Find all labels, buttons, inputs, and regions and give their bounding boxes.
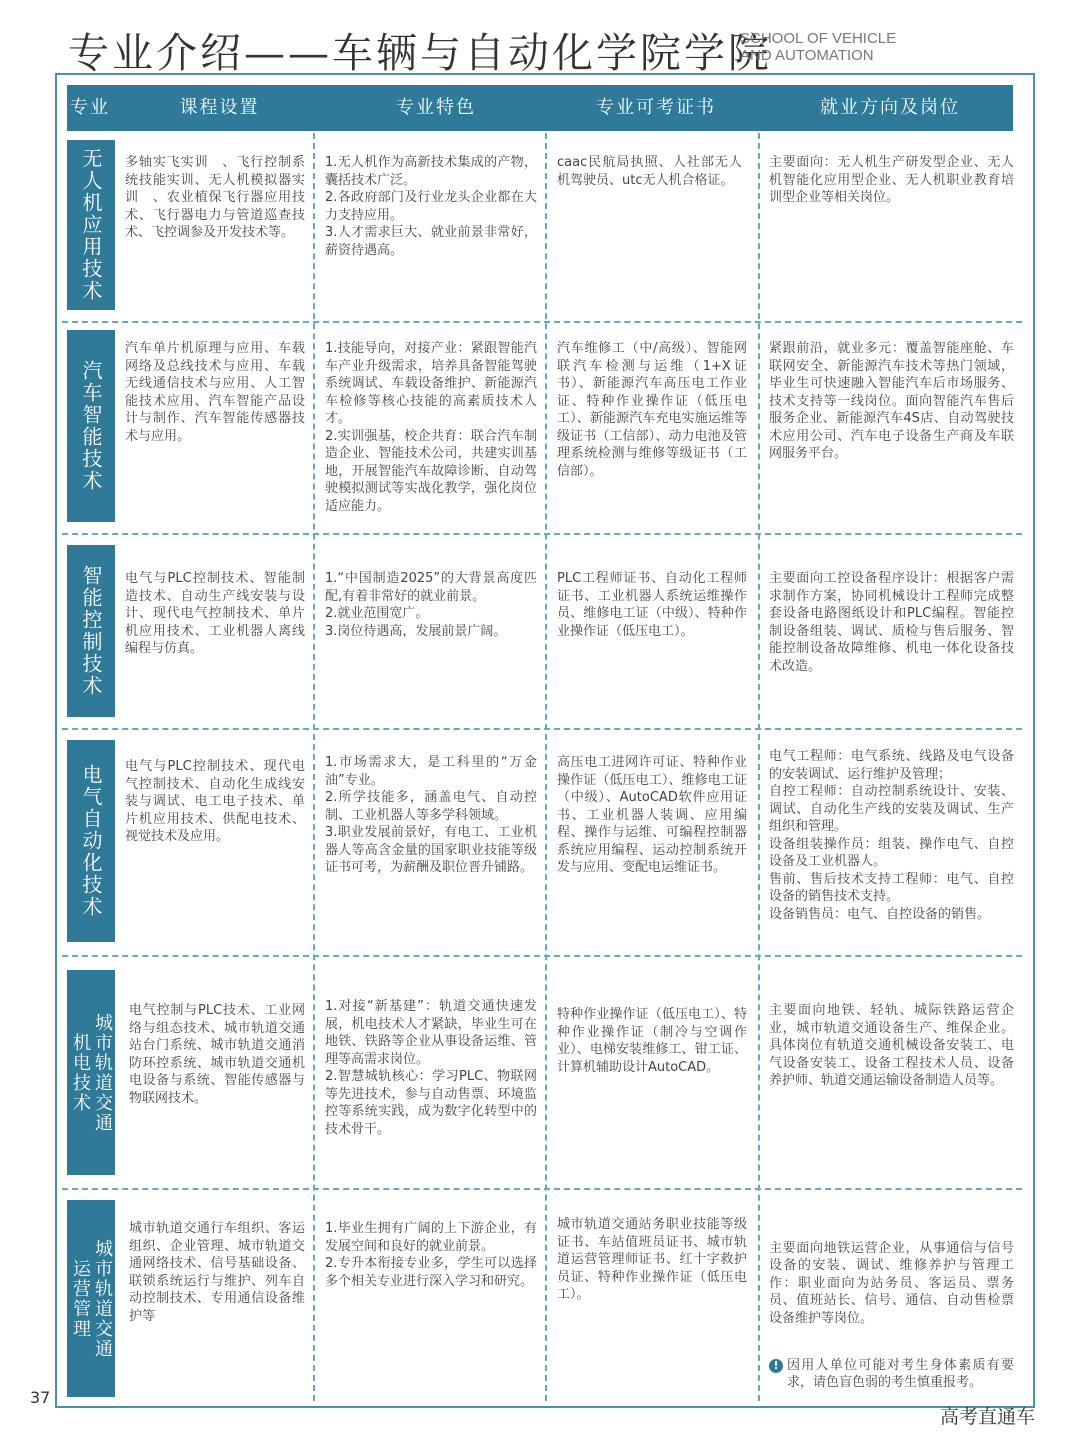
row-divider <box>62 321 1022 323</box>
column-header-features: 专业特色 <box>396 97 476 118</box>
notice-text: 因用人单位可能对考生身体素质有要求，请色盲色弱的考生慎重报考。 <box>787 1357 1014 1390</box>
courses-cell: 城市轨道交通行车组织、客运组织、企业管理、城市轨道交通网络技术、信号基础设备、联锁系统运行与维护、列车自动控制技术、专用通信设备维护等 <box>129 1221 305 1324</box>
certs-cell: 高压电工进网许可证、特种作业操作证（低压电工）、维修电工证（中级）、AutoCAD软件应用证书、工业机器人装调、应用编程、操作与运维、可编程控制器系统应用编程、运动控制系统开发与应用、变配电运维证书。 <box>557 755 747 875</box>
row-divider <box>62 955 1022 957</box>
row-divider <box>62 1188 1022 1190</box>
features-cell: 1.毕业生拥有广阔的上下游企业，有发展空间和良好的就业前景。 2.专升本衔接专业多，学生可以选择多个相关专业进行深入学习和研究。 <box>325 1221 537 1289</box>
certs-cell: 城市轨道交通站务职业技能等级证书、车站值班员证书、城市轨道运营管理师证书、红十字救护员证、特种作业操作证（低压电工）。 <box>557 1217 747 1302</box>
jobs-cell: 主要面向：无人机生产研发型企业、无人机智能化应用型企业、无人机职业教育培训型企业等相关岗位。 <box>769 155 1014 205</box>
features-cell: 1.技能导向，对接产业：紧跟智能汽车产业升级需求，培养具备智能驾驶系统调试、车载设备维护、新能源汽车检修等核心技能的高素质技术人才。 2.实训强基，校企共育：联合汽车制造企业、智能技术公司，共建实训基地，开展智能汽车故障诊断、自动驾驶模拟测试等实战化教学，强化岗位适应能力。 <box>325 341 537 514</box>
table-row <box>67 740 1023 942</box>
features-cell: 1.“中国制造2025”的大背景高度匹配,有着非常好的就业前景。 2.就业范围宽广。 3.岗位待遇高，发展前景广阔。 <box>325 571 537 639</box>
major-label: 智能控制技术 <box>67 545 115 717</box>
features-cell: 1.对接“新基建”：轨道交通快速发展，机电技术人才紧缺，毕业生可在地铁、铁路等企业从事设备运维、管理等高需求岗位。 2.智慧城轨核心：学习PLC、物联网等先进技术，参与自动售票、环境监控等系统实践，成为数字化转型中的技术骨干。 <box>325 999 537 1137</box>
jobs-cell: 主要面向地铁、轻轨、城际铁路运营企业，城市轨道交通设备生产、维保企业。具体岗位有轨道交通机械设备安装工、电气设备安装工、设备工程技术人员、设备养护师、轨道交通运输设备制造人员等。 <box>769 1003 1014 1088</box>
jobs-cell: 主要面向地铁运营企业，从事通信与信号设备的安装、调试、维修养护与管理工作：职业面向为站务员、客运员、票务员、值班站长、信号、通信、自动售检票设备维护等岗位。 ! 因用人单位可能对考生身体素质有要求，请色盲色弱的考生慎重报考。 <box>769 1240 1014 1390</box>
row-divider <box>62 533 1022 535</box>
courses-cell: 电气与PLC控制技术、现代电气控制技术、自动化生成线安装与调试、电工电子技术、单片机应用技术、供配电技术、视觉技术及应用。 <box>125 759 305 844</box>
features-cell: 1.无人机作为高新技术集成的产物，囊括技术广泛。 2.各政府部门及行业龙头企业都在大力支持应用。 3.人才需求巨大、就业前景非常好，薪资待遇高。 <box>325 155 537 258</box>
courses-cell: 多轴实飞实训 、飞行控制系统技能实训、无人机模拟器实训 、农业植保飞行器应用技术、飞行器电力与管道巡查技术、飞控调参及开发技术等。 <box>125 155 305 240</box>
certs-cell: PLC工程师证书、自动化工程师证书、工业机器人系统运维操作员、维修电工证（中级）、特种作业操作证（低压电工）。 <box>557 571 747 639</box>
courses-cell: 汽车单片机原理与应用、车载网络及总线技术与应用、车载无线通信技术与应用、人工智能技术应用、汽车智能产品设计与制作、汽车智能传感器技术与应用。 <box>125 341 305 444</box>
column-header-certs: 专业可考证书 <box>596 97 716 118</box>
table-row <box>67 970 1023 1175</box>
major-label: 无人机应用技术 <box>67 140 115 310</box>
column-header-major: 专业 <box>70 97 110 118</box>
certs-cell: 汽车维修工（中/高级）、智能网联汽车检测与运维（1+X证书）、新能源汽车高压电工作业证、特种作业操作证（低压电工）、新能源汽车充电实施运维等级证书（工信部）、动力电池及管理系统检测与维修等级证书（工信部）。 <box>557 341 747 479</box>
major-label: 城市轨道交通 机电技术 <box>67 970 115 1175</box>
major-label: 汽车智能技术 <box>67 330 115 522</box>
features-cell: 1.市场需求大，是工科里的“万金油”专业。 2.所学技能多，涵盖电气、自动控制、工业机器人等多学科领域。 3.职业发展前景好，有电工、工业机器人等高含金量的国家职业技能等级证书可考，为薪酬及职位晋升铺路。 <box>325 755 537 875</box>
table-row <box>67 1200 1023 1397</box>
table-header <box>67 85 1013 131</box>
exclamation-icon: ! <box>769 1359 783 1373</box>
row-divider <box>62 728 1022 730</box>
certs-cell: 特种作业操作证（低压电工）、特种作业操作证（制冷与空调作业）、电梯安装维修工、钳工证、计算机辅助设计AutoCAD。 <box>557 1007 747 1075</box>
courses-cell: 电气与PLC控制技术、智能制造技术、自动生产线安装与设计、现代电气控制技术、单片机应用技术、工业机器人离线编程与仿真。 <box>125 571 305 656</box>
notice <box>769 1357 1014 1392</box>
table-row <box>67 545 1023 717</box>
major-label: 城市轨道交通 运营管理 <box>67 1200 115 1397</box>
table-row <box>67 140 1023 312</box>
page-title: 专业介绍——车辆与自动化学院学院 <box>68 29 772 77</box>
courses-cell: 电气控制与PLC技术、工业网络与组态技术、城市轨道交通站台门系统、城市轨道交通消防环控系统、城市轨道交通机电设备与系统、智能传感器与物联网技术。 <box>129 1003 305 1106</box>
jobs-cell: 紧跟前沿，就业多元：覆盖智能座舱、车联网安全、新能源汽车技术等热门领域，毕业生可快速融入智能汽车后市场服务、技术支持等一线岗位。面向智能汽车售后服务企业、新能源汽车4S店、自动驾驶技术应用公司、汽车电子设备生产商及车联网服务平台。 <box>769 341 1014 461</box>
jobs-cell: 主要面向工控设备程序设计：根据客户需求制作方案，协同机械设计工程师完成整套设备电路图纸设计和PLC编程。智能控制设备组装、调试、质检与售后服务、智能控制设备故障维修、机电一体化设备技术改造。 <box>769 571 1014 674</box>
table-row <box>67 330 1023 523</box>
certs-cell: caac民航局执照、人社部无人机驾驶员、utc无人机合格证。 <box>557 155 742 188</box>
watermark: 高考直通车 <box>940 1406 1036 1428</box>
column-header-jobs: 就业方向及岗位 <box>820 97 960 118</box>
jobs-cell: 电气工程师：电气系统、线路及电气设备的安装调试、运行维护及管理； 自控工程师：自动控制系统设计、安装、调试、自动化生产线的安装及调试、生产组织和管理。 设备组装操作员：组装、操作电气、自控设备及工业机器人。 售前、售后技术支持工程师：电气、自控设备的销售技术支持。 设备销售员：电气、自控设备的销售。 <box>769 749 1014 922</box>
page-subtitle: SCHOOL OF VEHICLE AND AUTOMATION <box>740 30 897 64</box>
column-header-courses: 课程设置 <box>179 97 260 118</box>
major-label: 电气自动化技术 <box>67 740 115 942</box>
page-number: 37 <box>30 1388 51 1407</box>
